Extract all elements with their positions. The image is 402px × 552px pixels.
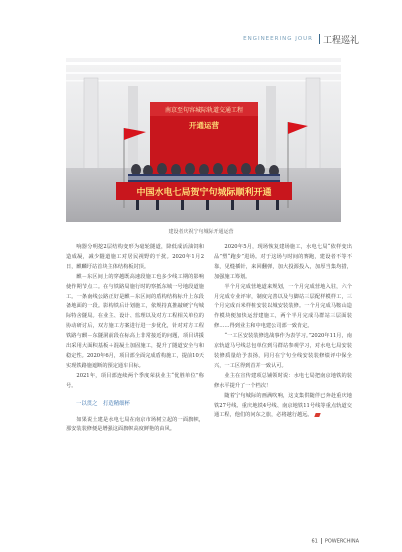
photo-caption: 建设者庆祝宁句城际开通运营 bbox=[168, 229, 234, 235]
section-title-en: ENGINEERING JOUR bbox=[243, 36, 313, 42]
section-subheading: 一以贯之 打造精细杯 bbox=[76, 400, 130, 407]
banner-mid-text: 开通运营 bbox=[189, 121, 219, 130]
paragraph-text: 随着宁句城际的画满吹响，这支集供随伴已奔赴重庆地铁27号线、重庆地铁4号线、南京地铁11号线等重点轨道交通工程，他们的问东之旅，必将越行越远。 bbox=[214, 392, 352, 419]
left-column bbox=[66, 243, 204, 435]
banner-top-text: 南京至句容城际轨道交通工程 bbox=[164, 107, 244, 114]
footer-brand: POWERCHINA bbox=[324, 538, 359, 544]
end-mark-icon bbox=[314, 413, 320, 417]
page-header bbox=[0, 0, 402, 52]
paragraph: 2020年5月，现场恢复建场施工，水电七局“依样变出品”塑“跑步”进场。对于这场与时间的赛跑，建设者不等不靠，见缝插针，来回翻弹，加大投源投入，加厚当集均措，加强施工筹划。 bbox=[214, 244, 352, 280]
paragraph: “一工区安装装修选战事作为表学习。”2020年11月，南京轨道马号线总包单位到马群站参观学习，对水电七局安装装修质量给予表扬，同月在宁句全线安装装修绩评中保全兴，一工区得到首并一致认可。 bbox=[214, 333, 352, 369]
paragraph: 麒－东区间上的穿越既高速段施工也多少线工期的影响使作期节点二。在与铁路局施行时的察抵东城一号地段道施工。一条南线公路正好是麒－东区间的盾构结构标升上东段备地面的一段。影构铁后计划施工，依规持真推敲硬宁句城际特舍隧局。在业主、设计、监理以及对方工程相关单位的协动研讨后，双方施工方案进行进一步优化，针对对方工程铁路与麒－东隧洞前段在标高上非常接近的问题，项目讲援出采用大面积基板＋混凝土加固施工，提升了隧道安全与和稳定性。2020年6月，项目部全面完成盾构施工，提前10天实现铁路施遮断的预定通车目标。 bbox=[66, 273, 204, 369]
paragraph: 响器分明挖2层结构变形为毫轮隧道，降低成活油饲和造成凝，减少隧道施工对居民视野的干扰。2020年1月2日，麒麟圩站首块主体结构板封顶。 bbox=[66, 244, 204, 270]
section-title-zh: 工程巡礼 bbox=[322, 36, 359, 46]
banner-main-text: 中国水电七局贺宁句城际顺利开通 bbox=[136, 188, 272, 198]
paragraph-last bbox=[214, 392, 352, 422]
right-column bbox=[214, 243, 352, 421]
ceremony-photo bbox=[66, 58, 341, 222]
paragraph: 如果说土建是水电七局在南京市场树立起的一面旗帜，那安装装修便是增强这面旗帜高度鲜艳的由风。 bbox=[66, 416, 204, 433]
footer-divider bbox=[321, 538, 322, 544]
paragraph: 半个月完成营地道来规划，一个月完成营地入驻，六个月完成专业评审，制度完善以及与脚站三层配样模样工，三个月完成百米样桩安装以城安装装修。一个月完成马鞍山造作模块便加快运营建施工，两个半月完成马群站三层面装修……得到业主和中电建公司部一致肯定。 bbox=[214, 283, 352, 330]
paragraph: 业主在宣传建项总铺领时说：水电七局把南京地铁的装修水平提升了一个档次！ bbox=[214, 372, 352, 389]
page-footer bbox=[311, 538, 359, 545]
ceremony-photo-illustration bbox=[66, 58, 341, 222]
header-divider bbox=[319, 34, 320, 44]
paragraph: 2021年，项目部连续两个季度荣获业主“优胜单位”称号。 bbox=[66, 372, 204, 389]
page-number: 61 bbox=[311, 538, 318, 544]
